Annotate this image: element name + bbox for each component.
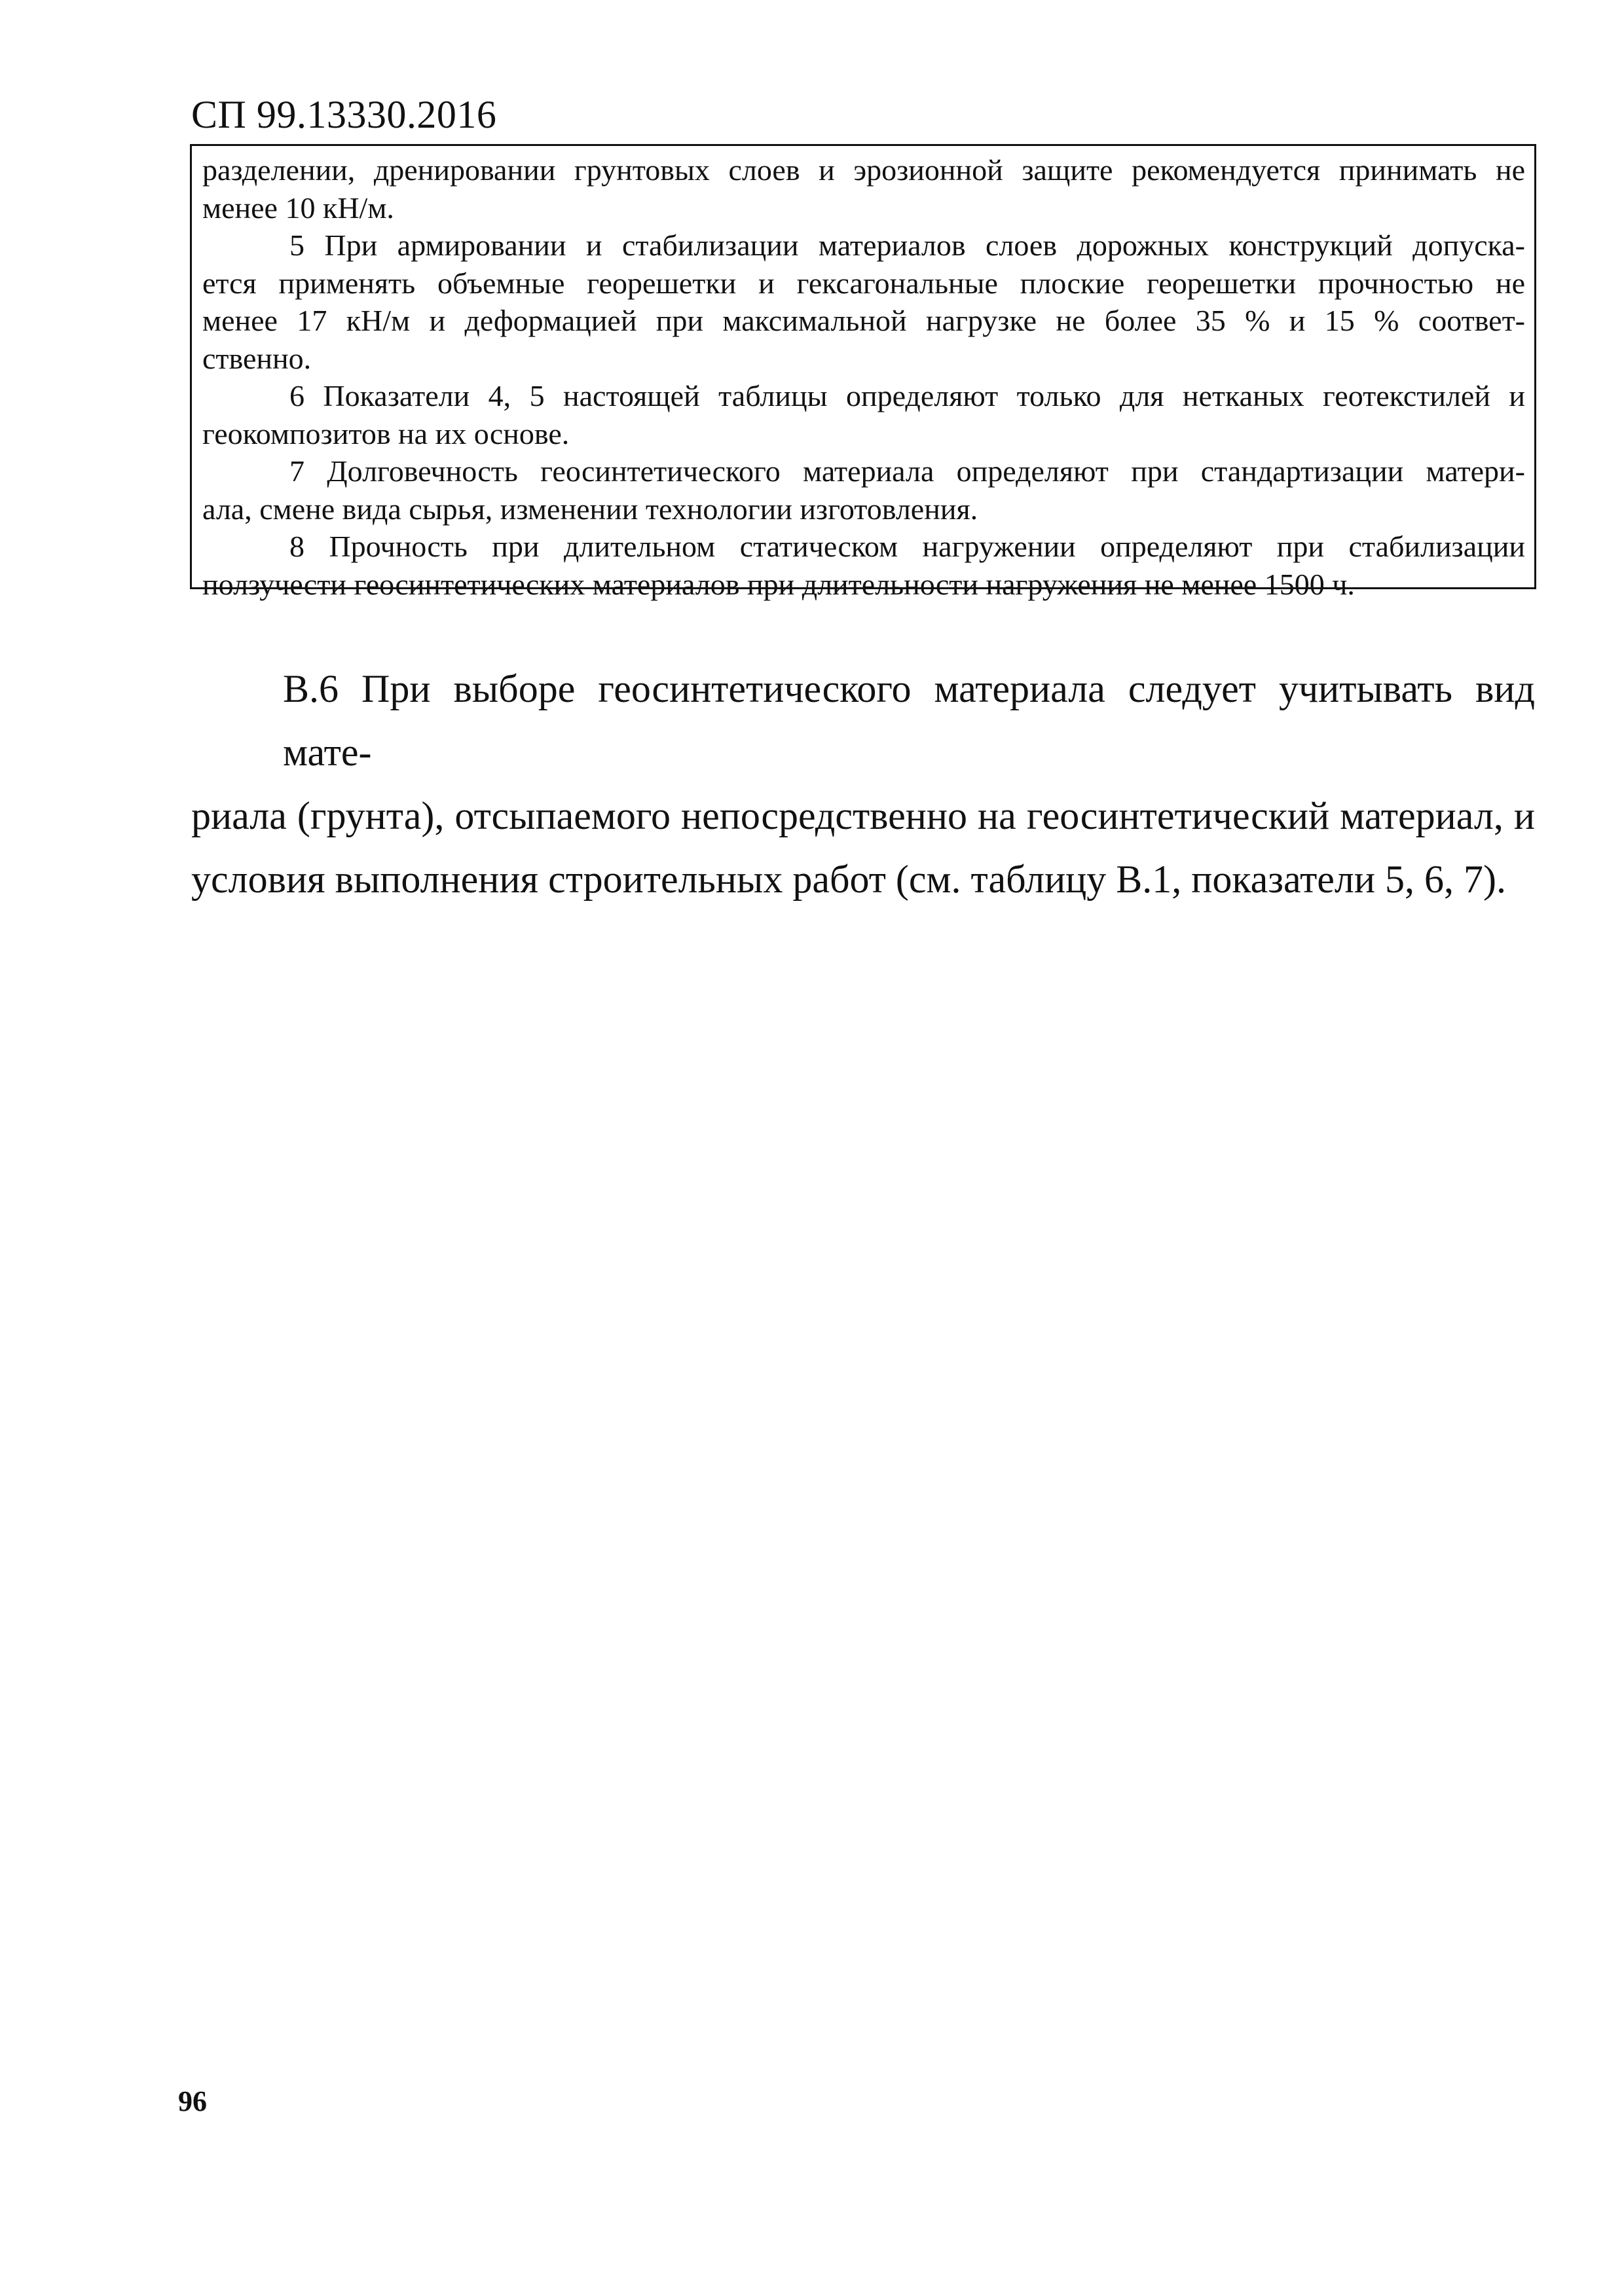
note-line: ственно. <box>202 341 312 375</box>
note-8-line: 8 Прочность при длительном статическом нагружении определяют при стабилизации <box>289 530 1525 563</box>
note-line: ала, смене вида сырья, изменении технологии изготовления. <box>202 492 978 526</box>
paragraph-line: риала (грунта), отсыпаемого непосредственно на геосинтетический материал, и <box>191 794 1535 837</box>
page-number: 96 <box>178 2085 207 2117</box>
note-5-line: 5 При армировании и стабилизации материалов слоев дорожных конструкций допуска- <box>289 228 1525 262</box>
note-line: ется применять объемные георешетки и гексагональные плоские георешетки прочностью не <box>202 266 1525 300</box>
paragraph-v6 <box>191 657 1535 911</box>
note-line: геокомпозитов на их основе. <box>202 416 570 450</box>
note-line: ползучести геосинтетических материалов при длительности нагружения не менее 1500 ч. <box>202 567 1355 601</box>
note-7-line: 7 Долговечность геосинтетического материала определяют при стандартизации матери- <box>289 454 1525 488</box>
paragraph-line: условия выполнения строительных работ (см. таблицу В.1, показатели 5, 6, 7). <box>191 858 1506 901</box>
note-line: менее 10 кН/м. <box>202 191 394 225</box>
paragraph-line: В.6 При выборе геосинтетического материала следует учитывать вид мате- <box>283 667 1535 774</box>
note-line: разделении, дренировании грунтовых слоев и эрозионной защите рекомендуется принимать не <box>202 153 1525 187</box>
document-code-header: СП 99.13330.2016 <box>191 93 497 136</box>
note-line: менее 17 кН/м и деформацией при максимальной нагрузке не более 35 % и 15 % соответ- <box>202 304 1525 337</box>
table-notes-box <box>190 144 1536 601</box>
note-6-line: 6 Показатели 4, 5 настоящей таблицы определяют только для нетканых геотекстилей и <box>289 379 1525 412</box>
